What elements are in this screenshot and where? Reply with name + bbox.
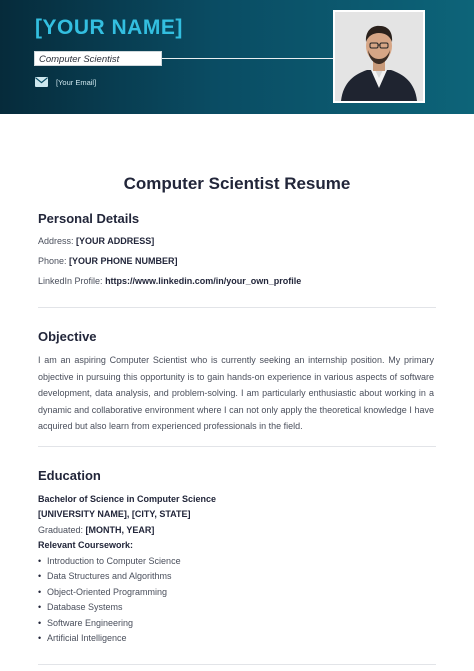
university-name: [UNIVERSITY NAME], [CITY, STATE] <box>38 509 191 519</box>
email-address[interactable]: [Your Email] <box>56 77 97 87</box>
portrait-image <box>335 12 423 101</box>
section-divider <box>38 307 436 308</box>
list-item <box>38 600 181 615</box>
bullet-icon: • <box>38 556 42 566</box>
job-title: Computer Scientist <box>34 51 162 66</box>
course-name: Database Systems <box>47 602 123 613</box>
bullet-icon: • <box>38 602 42 613</box>
header-rule <box>162 58 336 59</box>
list-item <box>38 585 181 600</box>
course-name: Artificial Intelligence <box>47 632 127 643</box>
list-item <box>38 616 181 631</box>
course-name: Introduction to Computer Science <box>47 556 181 566</box>
objective-heading: Objective <box>38 329 97 344</box>
bullet-icon: • <box>38 617 42 628</box>
mail-icon <box>35 77 48 87</box>
list-item <box>38 631 181 646</box>
list-item <box>38 569 181 584</box>
phone-label: Phone: <box>38 256 67 266</box>
objective-text: I am an aspiring Computer Scientist who is currently seeking an internship position. My primary objective in pursuing this opportunity is to gain hands-on experience in various aspects of software development, data analysis, and problem-solving. I am particularly enthusiastic about working in a dynamic and collaborative environment where I can not only apply the theoretical knowledge I have acquired but also learn from experienced professionals in the field. <box>38 355 434 431</box>
email-row <box>35 77 96 87</box>
phone-line <box>38 256 178 266</box>
address-value: [YOUR ADDRESS] <box>76 236 155 246</box>
graduation-line <box>38 525 154 535</box>
degree-name: Bachelor of Science in Computer Science <box>38 494 217 504</box>
graduated-label: Graduated: <box>38 525 84 535</box>
bullet-icon: • <box>38 571 42 582</box>
education-heading: Education <box>38 468 101 483</box>
candidate-name: [YOUR NAME] <box>35 16 183 39</box>
linkedin-link[interactable]: https://www.linkedin.com/in/your_own_profile <box>105 276 302 286</box>
bullet-icon: • <box>38 586 42 597</box>
bullet-icon: • <box>38 632 42 643</box>
coursework-list <box>38 554 181 646</box>
address-line <box>38 236 154 246</box>
phone-value: [YOUR PHONE NUMBER] <box>69 256 178 266</box>
course-name: Data Structures and Algorithms <box>47 571 172 582</box>
address-label: Address: <box>38 236 74 246</box>
personal-details-heading: Personal Details <box>38 211 140 226</box>
document-title: Computer Scientist Resume <box>123 174 351 193</box>
profile-photo <box>333 10 425 103</box>
linkedin-line <box>38 276 301 286</box>
graduated-value: [MONTH, YEAR] <box>85 525 155 535</box>
coursework-label: Relevant Coursework: <box>38 540 134 550</box>
resume-header <box>0 0 474 114</box>
course-name: Software Engineering <box>47 617 134 628</box>
list-item <box>38 554 181 569</box>
section-divider <box>38 446 436 447</box>
course-name: Object-Oriented Programming <box>47 586 168 597</box>
linkedin-label: LinkedIn Profile: <box>38 276 103 286</box>
section-divider <box>38 664 436 665</box>
